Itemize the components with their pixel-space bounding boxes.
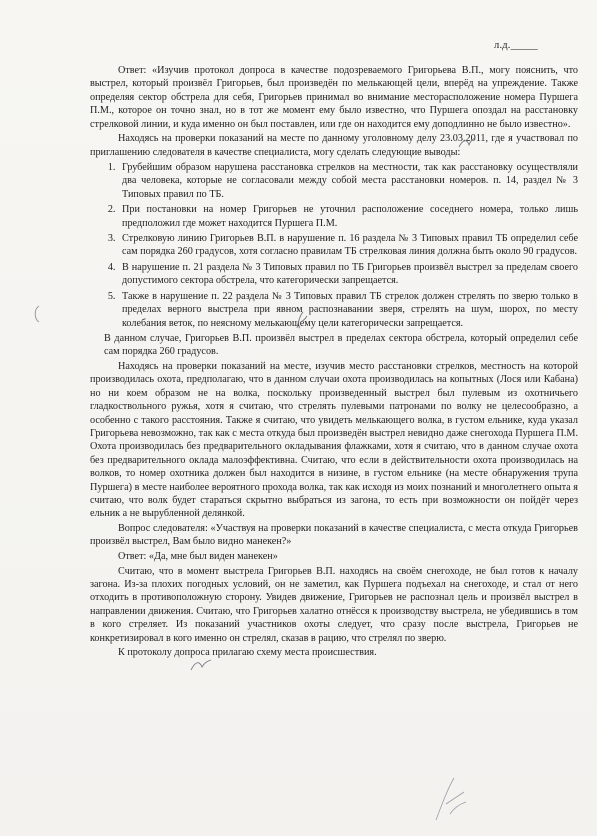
- signature-icon: [432, 774, 468, 822]
- initials-mark-icon: [295, 310, 309, 330]
- findings-list: [90, 161, 578, 330]
- answer-paragraph: Ответ: «Изучив протокол допроса в качестве подозреваемого Григорьева В.П., могу пояснить, что выстрел, который произвёл Григорьев, был произведён по мелькающей цели, вперёд на упреждение. Также определяя сектор обстрела для себя, Григорьев принимал во внимание месторасположение номера Пуршега П.М., которое он точно знал, но в тот же момент ему было известно, что Пуршега опоздал на расстановку стрелковой линии, и куда именно он был поставлен, или где он находится ему доподлинно не было известно».: [90, 65, 578, 130]
- opinion-paragraph: Считаю, что в момент выстрела Григорьев В.П. находясь на своём снегоходе, не был готов к началу загона. Из-за плохих погодных условий, он не заметил, как Пуршега подъехал на снегоходе, и стал от него отходить в противоположную сторону. Увидев движение, Григорьев не распознал цель и произвёл выстрел в направлении движения. Считаю, что Григорьев халатно отнёсся к производству выстрела, не убедившись в том в кого стреляет. Из показаний участников охоты следует, что сразу после выстрела, Григорьев не конкретизировал в кого именно он стрелял, сказав в рацию, что стрелял по зверю.: [90, 565, 578, 644]
- initials-mark-icon: [190, 658, 212, 672]
- sheet-number-label: л.д._____: [494, 40, 538, 51]
- finding-item: 1. Грубейшим образом нарушена расстановка стрелков на местности, так как расстановку осуществляли два человека, которые не согласовали между собой места расстановки номеров. п. 14, раздел № 3 Типовых правил по ТБ.: [118, 161, 578, 201]
- finding-item: 5. Также в нарушение п. 22 раздела № 3 Типовых правил ТБ стрелок должен стрелять по зверю только в пределах верного выстрела при явном распознавании зверя, стрелять на шум, шорох, по месту колебания веток, по неясному мелькающему цели категорически запрещается.: [118, 290, 578, 330]
- finding-item: 4. В нарушение п. 21 раздела № 3 Типовых правил по ТБ Григорьев произвёл выстрел за пределам своего допустимого сектора обстрела, что категорически запрещается.: [118, 261, 578, 288]
- conclusion-paragraph: В данном случае, Григорьев В.П. произвёл выстрел в пределах сектора обстрела, который определил себе сам порядка 260 градусов.: [104, 332, 578, 358]
- finding-item: 2. При постановки на номер Григорьев не уточнил расположение соседнего номера, только лишь предположил где может находится Пуршега П.М.: [118, 203, 578, 230]
- analysis-paragraph: Находясь на проверки показаний на месте, изучив место расстановки стрелков, местность на которой производилась охота, предполагаю, что в данном случаи охота производилась на копытных (Лося или Кабана) но ни коем образом не на волка, поскольку произведенный выстрел был пулевым из охотничьего гладкоствольного ружья, хотя я считаю, что стрелять пулевыми патронами по волку не целесообразно, а особенно с такого расстояния. Также я считаю, что увидеть мелькающего волка, в густом ельнике, куда указал Григорьева невозможно, так как с места откуда был произведён выстрел невидно даже снегохода Пуршега П.М. Охота производилась без предварительного окладывания флажками, хотя я считаю, что в данном случае охота без предварительного оклада малоэффективна. Считаю, что если в действительности охота производилась на волков, то номер охотника должен был находится в низине, в густом ельнике (на месте обнаружения трупа Пуршега) в месте наиболее вероятного прохода волка, так как исходя из моих познаний и многолетнего опыта я считаю, что волк будет стараться скрытно выбраться из загона, то есть при возможности он пойдёт через ельник а не вырубленной делянкой.: [90, 360, 578, 520]
- inspection-intro-paragraph: Находясь на проверки показаний на месте по данному уголовному делу 23.03.2011, где я участвовал по приглашению следователя в качестве специалиста, могу сделать следующие выводы:: [90, 133, 578, 158]
- finding-item: 3. Стрелковую линию Григорьев В.П. в нарушение п. 16 раздела № 3 Типовых правил ТБ определил себе сам порядка 260 градусов, хотя согласно правилам ТБ стрелковая линия должна быть около 90 градусов.: [118, 232, 578, 259]
- attachment-note: К протоколу допроса прилагаю схему места происшествия.: [118, 647, 377, 659]
- document-body: [90, 64, 578, 661]
- investigator-question: Вопрос следователя: «Участвуя на проверки показаний в качестве специалиста, с места откуда Григорьев произвёл выстрел, Вам было видно манекен?»: [90, 522, 578, 548]
- initials-mark-icon: [458, 137, 476, 149]
- answer-line: Ответ: «Да, мне был виден манекен»: [118, 550, 278, 562]
- punch-hole-icon: [32, 305, 42, 323]
